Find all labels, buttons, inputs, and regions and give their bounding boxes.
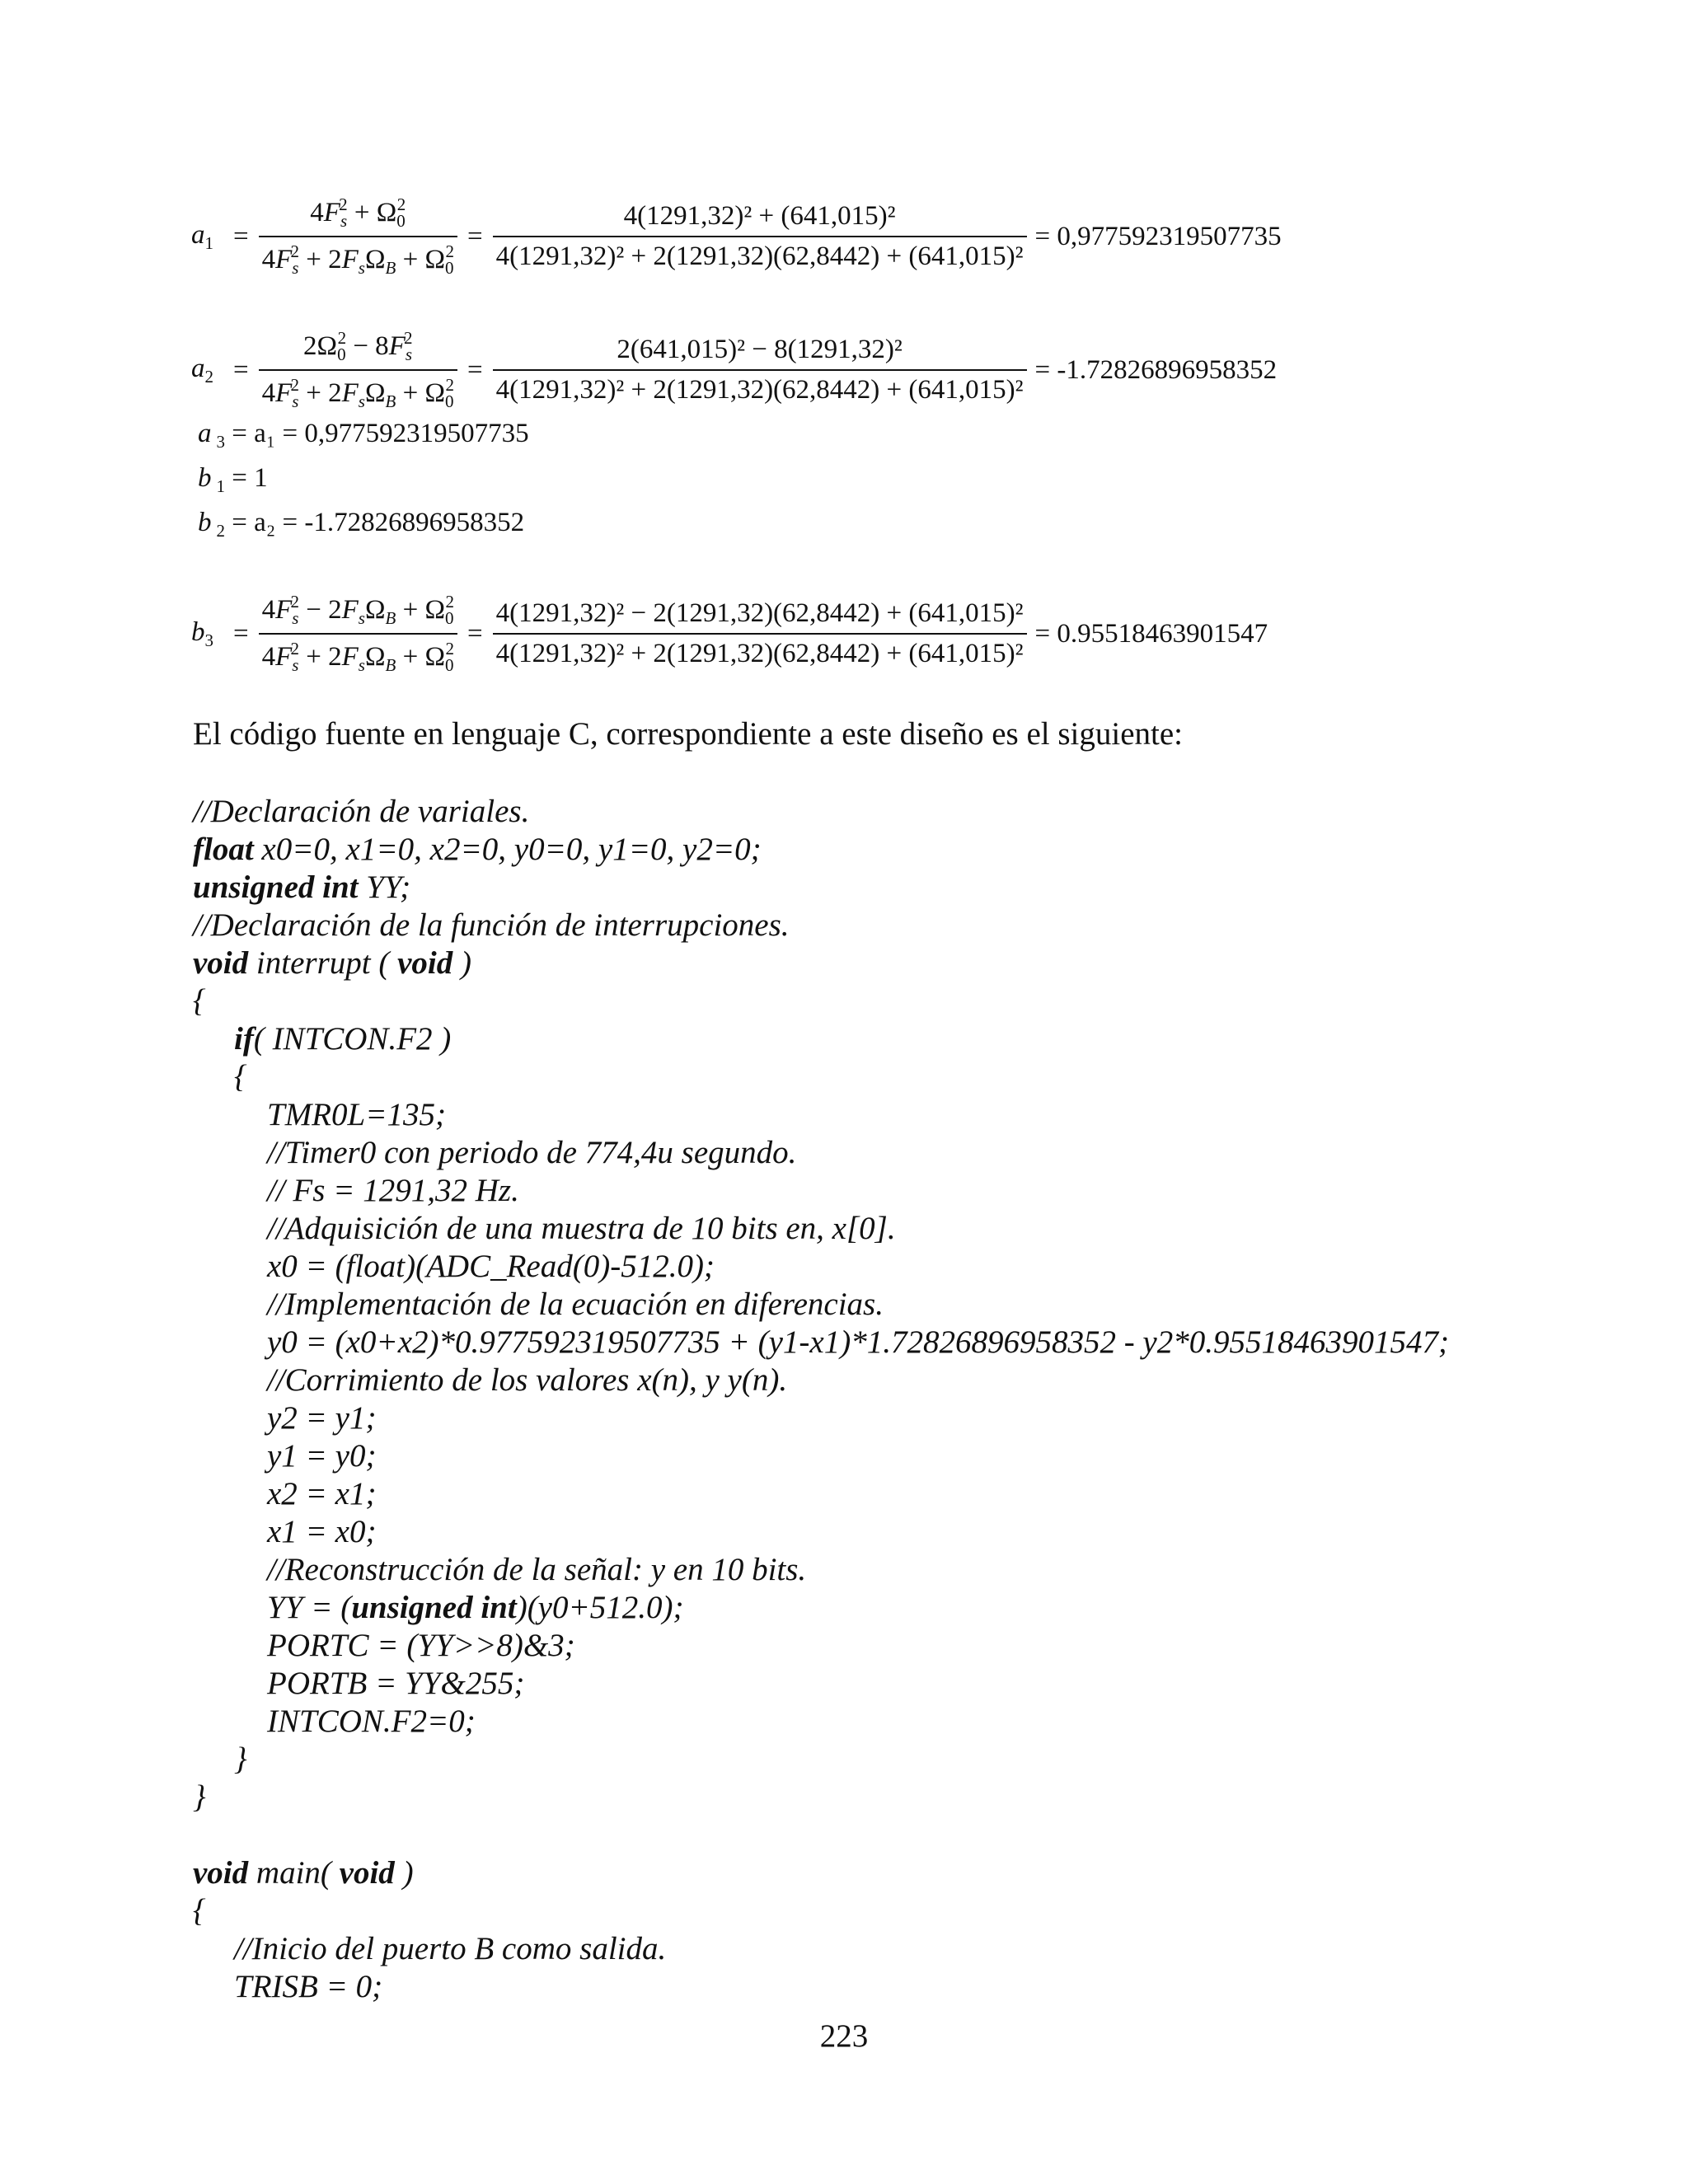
code-text: { — [193, 1893, 206, 1929]
code-line — [193, 1172, 1660, 1210]
code-line — [193, 1324, 1660, 1361]
code-text: } — [193, 1779, 206, 1815]
equation-lhs: $a_1$ — [191, 219, 213, 253]
code-line — [193, 1854, 1660, 1892]
code-text: ) — [394, 1855, 414, 1891]
code-line — [193, 1248, 1660, 1286]
code-text: //Declaración de la función de interrupciones. — [193, 907, 790, 943]
code-text: ) — [452, 945, 471, 981]
code-line — [193, 1096, 1660, 1134]
equation-b1: b $_1$ = 1 — [198, 463, 268, 496]
code-line — [193, 1361, 1660, 1399]
code-text: //Declaración de variales. — [193, 794, 530, 829]
code-line — [193, 1058, 1660, 1096]
code-text: //Timer0 con periodo de 774,4u segundo. — [267, 1135, 797, 1170]
code-line — [193, 1968, 1660, 2006]
equation-a2: $a_2$ = $\frac{2\Omega_0^2 - 8F_s^2}{4F_s^2 + 2F_s\Omega_B + \Omega_0^2}$ = $\frac{\text{2(641,015)² − 8(1291,32)²}}{\text{4(1291,32)² + 2(1291,32)(62,8442) + (641,015)²}}$ = -1.72826896958352 — [191, 328, 1278, 411]
symbolic-fraction: $\frac{4F_s^2 + \Omega_0^2}{4F_s^2 + 2F_s\Omega_B + \Omega_0^2}$ — [259, 194, 457, 279]
equation-lhs: $b_3$ — [191, 616, 213, 650]
code-text: x2 = x1; — [267, 1476, 377, 1511]
body-paragraph: El código fuente en lenguaje C, correspondiente a este diseño es el siguiente: — [193, 716, 1184, 752]
equation-a1: $a_1$ = $\frac{4F_s^2 + \Omega_0^2}{4F_s^2 + 2F_s\Omega_B + \Omega_0^2}$ = $\frac{\text{4(1291,32)² + (641,015)²}}{\text{4(1291,32)² + 2(1291,32)(62,8442) + (641,015)²}}$ = 0,977592319507735 — [191, 194, 1282, 278]
code-line — [193, 1665, 1660, 1703]
code-text: //Reconstrucción de la señal: y en 10 bits. — [267, 1552, 807, 1587]
code-line — [193, 1513, 1660, 1551]
code-keyword: unsigned int — [193, 869, 359, 905]
code-keyword: void — [193, 1855, 249, 1891]
code-text: PORTC = (YY>>8)&3; — [267, 1628, 575, 1663]
code-text: PORTB = YY&255; — [267, 1666, 525, 1701]
code-keyword: void — [339, 1855, 395, 1891]
code-text: x0 = (float)(ADC_Read(0)-512.0); — [267, 1249, 715, 1284]
code-line — [193, 793, 1660, 831]
code-text: INTCON.F2=0; — [267, 1704, 476, 1739]
code-line — [193, 1816, 1660, 1854]
code-text: { — [193, 983, 206, 1019]
code-text: } — [234, 1741, 247, 1777]
code-line — [193, 907, 1660, 944]
equation-result: = 0,977592319507735 — [1034, 221, 1282, 251]
code-line — [193, 982, 1660, 1020]
code-text: x1 = x0; — [267, 1514, 377, 1549]
symbolic-fraction: $\frac{2\Omega_0^2 - 8F_s^2}{4F_s^2 + 2F_s\Omega_B + \Omega_0^2}$ — [259, 328, 457, 412]
code-line — [193, 1437, 1660, 1475]
code-line — [193, 1210, 1660, 1248]
code-line — [193, 1930, 1660, 1968]
code-text: y0 = (x0+x2)*0.977592319507735 + (y1-x1)*1.72826896958352 - y2*0.95518463901547; — [267, 1324, 1449, 1360]
code-text: y2 = y1; — [267, 1400, 377, 1436]
code-text: YY = ( — [267, 1590, 352, 1625]
code-line — [193, 1627, 1660, 1665]
code-text: interrupt ( — [248, 945, 398, 981]
equation-a3: a $_3$ = a₁ = 0,977592319507735 — [198, 419, 529, 452]
code-keyword: void — [397, 945, 453, 981]
code-text: { — [234, 1059, 247, 1094]
code-line — [193, 1286, 1660, 1324]
code-keyword: void — [193, 945, 249, 981]
code-line — [193, 944, 1660, 982]
equation-lhs: $a_2$ — [191, 353, 213, 387]
code-line — [193, 1020, 1660, 1058]
code-line — [193, 1741, 1660, 1779]
code-line — [193, 831, 1660, 869]
code-text: //Inicio del puerto B como salida. — [234, 1931, 667, 1966]
code-line — [193, 1703, 1660, 1741]
symbolic-fraction: $\frac{4F_s^2 - 2F_s\Omega_B + \Omega_0^2}{4F_s^2 + 2F_s\Omega_B + \Omega_0^2}$ — [259, 592, 457, 676]
code-line — [193, 1892, 1660, 1930]
code-line — [193, 1551, 1660, 1589]
code-text: //Implementación de la ecuación en diferencias. — [267, 1286, 884, 1322]
code-text: y1 = y0; — [267, 1438, 377, 1474]
code-text: TRISB = 0; — [234, 1969, 383, 2004]
code-text: // Fs = 1291,32 Hz. — [267, 1173, 519, 1208]
code-text: main( — [248, 1855, 340, 1891]
code-line — [193, 1134, 1660, 1172]
code-line — [193, 1399, 1660, 1437]
code-text: //Corrimiento de los valores x(n), y y(n). — [267, 1362, 788, 1398]
code-listing — [193, 793, 1660, 2006]
code-text: ( INTCON.F2 ) — [253, 1021, 452, 1057]
code-line — [193, 1589, 1660, 1627]
equation-b3: $b_3$ = $\frac{4F_s^2 - 2F_s\Omega_B + \Omega_0^2}{4F_s^2 + 2F_s\Omega_B + \Omega_0^2}$ = $\frac{\text{4(1291,32)² − 2(1291,32)(62,8442) + (641,015)²}}{\text{4(1291,32)² + 2(1291,32)(62,8442) + (641,015)²}}$ = 0.95518463901547 — [191, 592, 1268, 675]
numeric-fraction: $\frac{\text{4(1291,32)² − 2(1291,32)(62,8442) + (641,015)²}}{\text{4(1291,32)² + 2(1291,32)(62,8442) + (641,015)²}}$ — [493, 598, 1027, 669]
equation-result: = 0.95518463901547 — [1034, 618, 1268, 649]
code-text: TMR0L=135; — [267, 1097, 446, 1132]
code-text: x0=0, x1=0, x2=0, y0=0, y1=0, y2=0; — [253, 832, 762, 867]
code-text: YY; — [358, 869, 411, 905]
numeric-fraction: $\frac{\text{2(641,015)² − 8(1291,32)²}}{\text{4(1291,32)² + 2(1291,32)(62,8442) + (641,015)²}}$ — [493, 335, 1027, 405]
equation-result: = -1.72826896958352 — [1034, 354, 1278, 385]
numeric-fraction: $\frac{\text{4(1291,32)² + (641,015)²}}{\text{4(1291,32)² + 2(1291,32)(62,8442) + (641,015)²}}$ — [493, 201, 1027, 272]
code-keyword: unsigned int — [351, 1590, 517, 1625]
code-keyword: if — [234, 1021, 254, 1057]
code-text: )(y0+512.0); — [516, 1590, 684, 1625]
code-line — [193, 869, 1660, 907]
code-line — [193, 1779, 1660, 1816]
code-text: //Adquisición de una muestra de 10 bits en, x[0]. — [267, 1211, 896, 1246]
page-number: 223 — [819, 2018, 869, 2054]
equation-b2: b $_2$ = a₂ = -1.72826896958352 — [198, 508, 525, 541]
code-keyword: float — [193, 832, 254, 867]
code-line — [193, 1475, 1660, 1513]
